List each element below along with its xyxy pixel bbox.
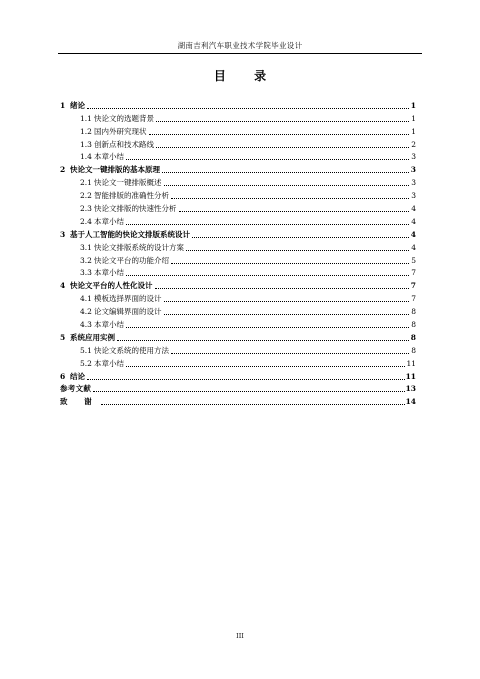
toc-entry[interactable]	[60, 124, 416, 137]
toc-entry-label: 快论文一键排版概述	[94, 178, 162, 188]
toc-entry-number: 1.4	[80, 152, 92, 162]
toc-entry-label: 智能排版的准确性分析	[94, 191, 169, 201]
toc-entry[interactable]	[60, 304, 416, 317]
toc-entry-label: 快论文的选题背景	[94, 113, 154, 123]
toc-entry-page: 1	[411, 126, 416, 136]
toc-entry-number: 3.2	[80, 255, 92, 265]
page-header: 湖南吉利汽车职业技术学院毕业设计	[177, 41, 303, 50]
toc-entry[interactable]	[60, 394, 416, 407]
toc-entry-number: 4.1	[80, 294, 92, 304]
toc-entry-page: 8	[411, 320, 416, 330]
toc-entry-number: 2.3	[80, 204, 92, 214]
toc-entry[interactable]	[60, 291, 416, 304]
toc-entry-label: 论文编辑界面的设计	[94, 307, 162, 317]
toc-entry-page: 11	[406, 358, 416, 368]
toc-entry-page: 4	[411, 242, 416, 252]
table-of-contents	[60, 98, 416, 407]
toc-entry-number: 2.1	[80, 178, 92, 188]
dot-leader	[117, 340, 409, 341]
toc-entry-number: 6	[60, 371, 66, 381]
toc-entry-page: 13	[405, 384, 416, 394]
dot-leader	[87, 379, 405, 380]
dot-leader	[162, 172, 409, 173]
toc-entry-number: 1	[60, 100, 66, 110]
toc-entry-label: 创新点和技术路线	[94, 139, 154, 149]
toc-entry-number: 5.1	[80, 345, 92, 355]
toc-entry-page: 7	[410, 281, 416, 291]
toc-entry-page: 8	[411, 345, 416, 355]
toc-entry-number: 3.1	[80, 242, 92, 252]
toc-entry[interactable]	[60, 201, 416, 214]
page-number: III	[236, 632, 244, 640]
toc-entry[interactable]	[60, 162, 416, 175]
dot-leader	[164, 185, 410, 186]
dot-leader	[164, 314, 410, 315]
toc-entry-number: 4.3	[80, 320, 92, 330]
dot-leader	[126, 327, 409, 328]
toc-entry[interactable]	[60, 98, 416, 111]
toc-entry-number: 2.4	[80, 216, 92, 226]
toc-entry-number: 5.2	[80, 358, 92, 368]
toc-entry[interactable]	[60, 330, 416, 343]
toc-entry-page: 4	[410, 229, 416, 239]
dot-leader	[171, 198, 409, 199]
toc-entry-number: 4.2	[80, 307, 92, 317]
toc-entry[interactable]	[60, 175, 416, 188]
toc-entry[interactable]	[60, 369, 416, 382]
toc-entry-number: 1.1	[80, 113, 92, 123]
toc-entry-page: 11	[405, 371, 416, 381]
toc-entry[interactable]	[60, 253, 416, 266]
dot-leader	[126, 159, 409, 160]
toc-entry-page: 7	[411, 294, 416, 304]
toc-entry-number: 2.2	[80, 191, 92, 201]
toc-entry-page: 8	[411, 307, 416, 317]
toc-entry[interactable]	[60, 150, 416, 163]
toc-entry-label: 致 谢	[60, 397, 99, 407]
toc-entry-label: 本章小结	[94, 216, 124, 226]
toc-entry-number: 5	[60, 332, 66, 342]
toc-entry-page: 14	[405, 397, 416, 407]
toc-entry-page: 4	[411, 216, 416, 226]
toc-entry-label: 本章小结	[94, 152, 124, 162]
dot-leader	[126, 275, 409, 276]
toc-entry-label: 参考文献	[60, 384, 92, 394]
toc-entry-number: 4	[60, 281, 66, 291]
dot-leader	[155, 288, 410, 289]
toc-entry-page: 3	[410, 165, 416, 175]
dot-leader	[93, 391, 404, 392]
toc-entry-label: 绪论	[70, 100, 85, 110]
toc-title: 目 录	[213, 69, 279, 83]
toc-entry[interactable]	[60, 227, 416, 240]
toc-entry[interactable]	[60, 137, 416, 150]
toc-entry-label: 本章小结	[94, 268, 124, 278]
toc-entry-page: 5	[411, 255, 416, 265]
toc-entry[interactable]	[60, 214, 416, 227]
toc-entry-page: 1	[410, 100, 416, 110]
dot-leader	[171, 353, 409, 354]
toc-entry-number: 3.3	[80, 268, 92, 278]
toc-entry-number: 1.3	[80, 139, 92, 149]
toc-entry[interactable]	[60, 382, 416, 395]
dot-leader	[87, 108, 409, 109]
toc-entry[interactable]	[60, 343, 416, 356]
toc-entry-label: 系统应用实例	[70, 332, 115, 342]
toc-entry[interactable]	[60, 240, 416, 253]
toc-entry[interactable]	[60, 317, 416, 330]
dot-leader	[126, 224, 409, 225]
dot-leader	[101, 404, 405, 405]
dot-leader	[179, 211, 410, 212]
dot-leader	[192, 237, 409, 238]
toc-entry-page: 2	[411, 139, 416, 149]
toc-entry-label: 快论文平台的功能介绍	[94, 255, 169, 265]
toc-entry-label: 快论文排版的快速性分析	[94, 204, 177, 214]
toc-entry-number: 1.2	[80, 126, 92, 136]
toc-entry-label: 快论文系统的使用方法	[94, 345, 169, 355]
toc-entry-label: 国内外研究现状	[94, 126, 147, 136]
toc-entry-label: 基于人工智能的快论文排版系统设计	[70, 229, 190, 239]
dot-leader	[149, 134, 410, 135]
toc-entry-page: 7	[411, 268, 416, 278]
dot-leader	[164, 301, 410, 302]
toc-entry[interactable]	[60, 111, 416, 124]
toc-entry[interactable]	[60, 278, 416, 291]
toc-entry[interactable]	[60, 356, 416, 369]
header-rule	[58, 53, 422, 54]
toc-entry-label: 结论	[70, 371, 85, 381]
toc-entry-label: 模板选择界面的设计	[94, 294, 162, 304]
toc-entry-label: 本章小结	[94, 320, 124, 330]
toc-entry-page: 3	[411, 152, 416, 162]
toc-entry[interactable]	[60, 188, 416, 201]
toc-entry-number: 2	[60, 165, 66, 175]
toc-entry-label: 快论文一键排版的基本原理	[70, 165, 160, 175]
dot-leader	[126, 366, 405, 367]
dot-leader	[186, 250, 409, 251]
toc-entry-number: 3	[60, 229, 66, 239]
toc-entry-page: 8	[410, 332, 416, 342]
toc-entry[interactable]	[60, 266, 416, 279]
dot-leader	[156, 121, 409, 122]
toc-entry-page: 3	[411, 178, 416, 188]
toc-entry-page: 4	[411, 204, 416, 214]
toc-entry-label: 本章小结	[94, 358, 124, 368]
toc-entry-page: 1	[411, 113, 416, 123]
dot-leader	[156, 147, 409, 148]
toc-entry-label: 快论文平台的人性化设计	[70, 281, 153, 291]
toc-entry-label: 快论文排版系统的设计方案	[94, 242, 184, 252]
toc-entry-page: 3	[411, 191, 416, 201]
dot-leader	[171, 263, 409, 264]
